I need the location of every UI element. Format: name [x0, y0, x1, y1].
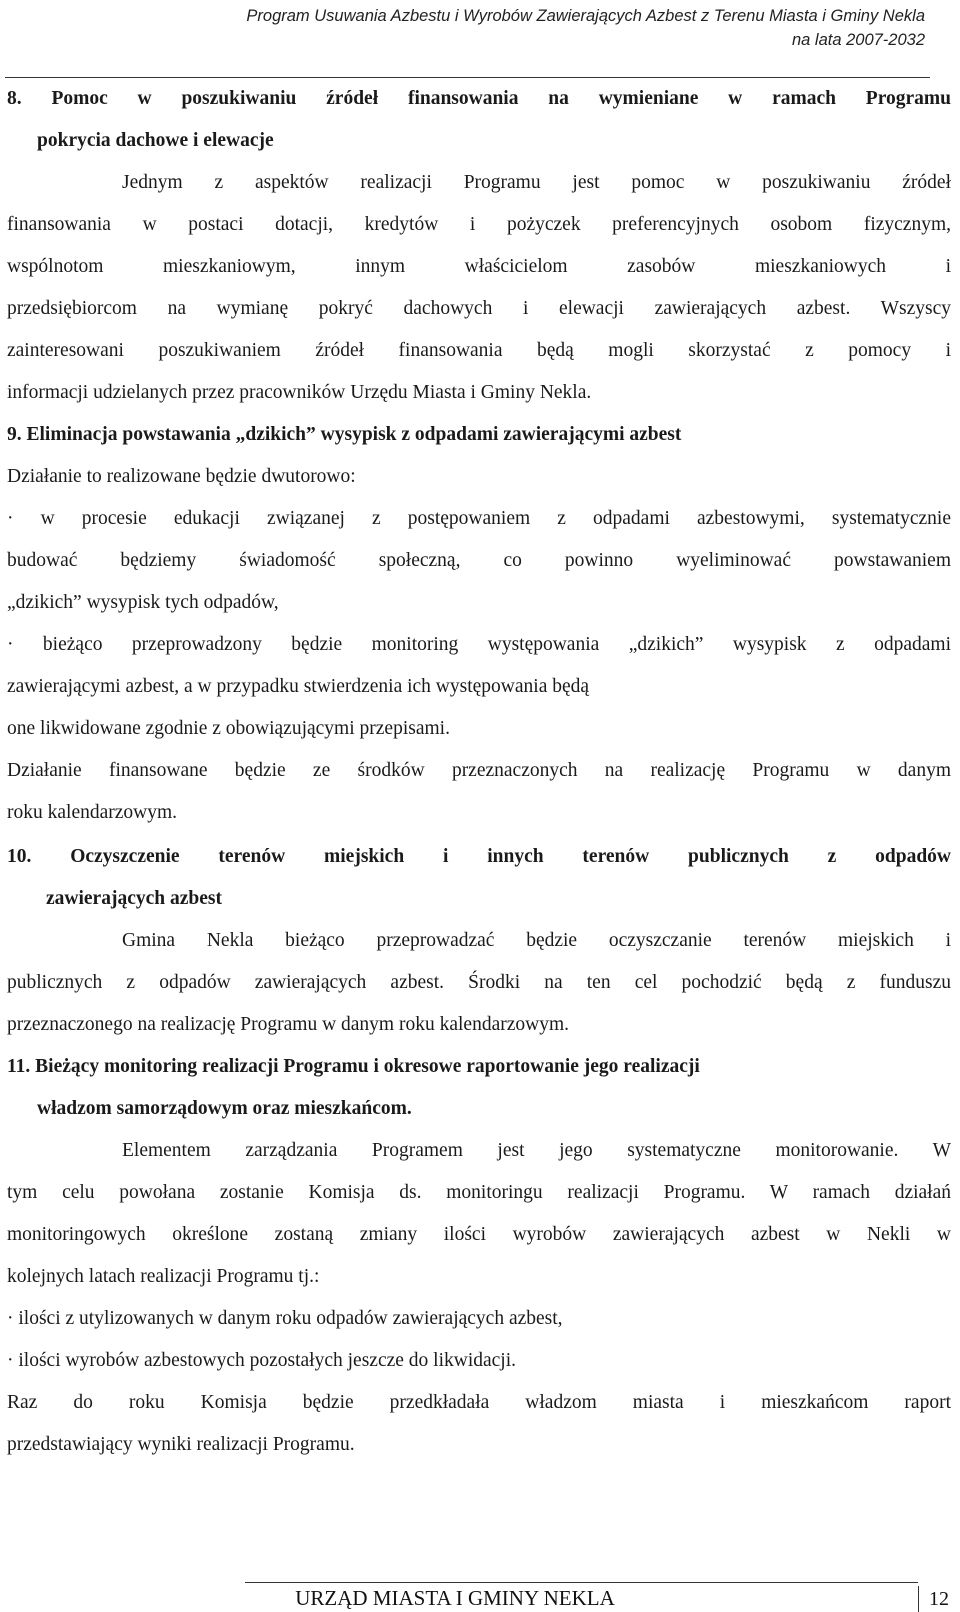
footer-rule [245, 1582, 918, 1583]
section-9-line: roku kalendarzowym. [7, 802, 178, 823]
section-8-line: finansowania w postaci dotacji, kredytów i pożyczek preferencyjnych osobom fizycznym, [7, 214, 951, 235]
section-8-line: zainteresowani poszukiwaniem źródeł finansowania będą mogli skorzystać z pomocy i [7, 340, 951, 361]
section-8-title-line-1: 8. Pomoc w poszukiwaniu źródeł finansowania na wymieniane w ramach Programu [7, 88, 951, 109]
header-line-2: na lata 2007-2032 [791, 31, 925, 49]
section-9-title: 9. Eliminacja powstawania „dzikich” wysypisk z odpadami zawierającymi azbest [7, 424, 682, 445]
section-8-line: przedsiębiorcom na wymianę pokryć dachowych i elewacji zawierających azbest. Wszyscy [7, 298, 951, 319]
footer-title: URZĄD MIASTA I GMINY NEKLA [295, 1586, 615, 1610]
section-11-title-line-2: władzom samorządowym oraz mieszkańcom. [37, 1098, 412, 1119]
section-10-line: publicznych z odpadów zawierających azbest. Środki na ten cel pochodzić będą z funduszu [7, 972, 951, 993]
section-9-line: zawierającymi azbest, a w przypadku stwierdzenia ich występowania będą [7, 676, 590, 697]
section-11-line: Raz do roku Komisja będzie przedkładała władzom miasta i mieszkańcom raport [7, 1392, 951, 1413]
section-10-title-line-2: zawierających azbest [46, 888, 222, 909]
section-9-line: Działanie to realizowane będzie dwutorowo: [7, 466, 356, 487]
section-11-line: Elementem zarządzania Programem jest jego systematyczne monitorowanie. W [122, 1140, 951, 1161]
section-8-line: informacji udzielanych przez pracowników Urzędu Miasta i Gminy Nekla. [7, 382, 592, 403]
section-9-line: budować będziemy świadomość społeczną, co powinno wyeliminować powstawaniem [7, 550, 951, 571]
header-line-1: Program Usuwania Azbestu i Wyrobów Zawierających Azbest z Terenu Miasta i Gminy Nekla [246, 7, 925, 25]
section-11-line: · ilości z utylizowanych w danym roku odpadów zawierających azbest, [7, 1308, 563, 1329]
section-8-line: Jednym z aspektów realizacji Programu jest pomoc w poszukiwaniu źródeł [122, 172, 951, 193]
section-8-title-line-2: pokrycia dachowe i elewacje [37, 130, 274, 151]
section-9-line: · w procesie edukacji związanej z postępowaniem z odpadami azbestowymi, systematycznie [7, 508, 951, 529]
section-8-line: wspólnotom mieszkaniowym, innym właścicielom zasobów mieszkaniowych i [7, 256, 951, 277]
section-11-line: kolejnych latach realizacji Programu tj.: [7, 1266, 320, 1287]
section-9-line: one likwidowane zgodnie z obowiązującymi przepisami. [7, 718, 450, 739]
section-10-title-line-1: 10. Oczyszczenie terenów miejskich i innych terenów publicznych z odpadów [7, 846, 951, 867]
section-10-line: przeznaczonego na realizację Programu w danym roku kalendarzowym. [7, 1014, 569, 1035]
page-number: 12 [918, 1586, 959, 1612]
section-11-line: monitoringowych określone zostaną zmiany ilości wyrobów zawierających azbest w Nekli w [7, 1224, 951, 1245]
section-9-line: · bieżąco przeprowadzony będzie monitoring występowania „dzikich” wysypisk z odpadami [7, 634, 951, 655]
section-11-title-line-1: 11. Bieżący monitoring realizacji Programu i okresowe raportowanie jego realizacji [7, 1056, 700, 1077]
header-rule [5, 77, 930, 78]
section-9-line: „dzikich” wysypisk tych odpadów, [7, 592, 279, 613]
section-9-line: Działanie finansowane będzie ze środków przeznaczonych na realizację Programu w danym [7, 760, 951, 781]
section-10-line: Gmina Nekla bieżąco przeprowadzać będzie oczyszczanie terenów miejskich i [122, 930, 951, 951]
section-11-line: · ilości wyrobów azbestowych pozostałych jeszcze do likwidacji. [7, 1350, 517, 1371]
section-11-line: tym celu powołana zostanie Komisja ds. monitoringu realizacji Programu. W ramach działań [7, 1182, 951, 1203]
section-11-line: przedstawiający wyniki realizacji Programu. [7, 1434, 355, 1455]
